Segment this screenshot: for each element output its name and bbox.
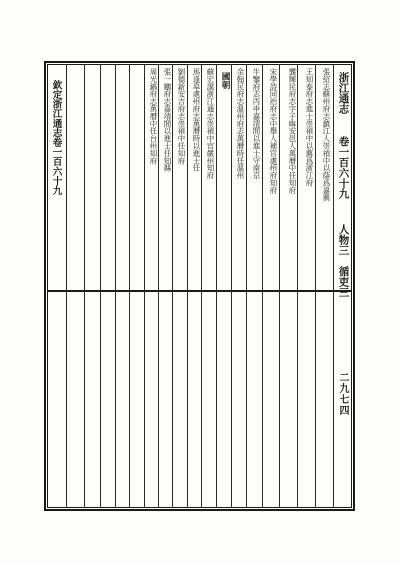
text-column: 王知泰府志進士崇禎中以薦爲浙江府 — [305, 68, 314, 187]
column-rule — [187, 64, 188, 508]
column-rule — [129, 64, 130, 508]
middle-divider — [47, 290, 352, 292]
text-column: 馬逢皋處州府志萬曆時以進士任 — [192, 68, 201, 172]
column-rule — [172, 64, 173, 508]
text-column: 張一鵬府志嘉靖間以進士任知縣 — [163, 68, 172, 172]
header-volume: 卷一百六十九 — [337, 136, 350, 199]
page-number: 二九七四 — [337, 372, 348, 416]
text-column: 周光鎬府志萬曆中任台州知府 — [149, 68, 158, 165]
text-column: 劉德新安吉府志崇禎中任知府 — [177, 68, 186, 165]
text-column: 蘇宏謨浙江通志崇禎中官嚴州知府 — [206, 68, 215, 179]
text-column: 牛鑒府志丙申嘉靖間以進士守南京 — [252, 68, 261, 179]
column-rule — [297, 64, 298, 508]
text-column: 宋學詩同治府志中舉人補官處州府知府 — [269, 68, 278, 194]
column-rule — [100, 64, 101, 508]
volume-end-title: 欽定浙江通志卷一百六十九 — [50, 80, 62, 196]
column-rule — [315, 64, 316, 508]
section-heading: 國朝 — [220, 72, 230, 90]
column-rule — [262, 64, 263, 508]
header-category: 循吏三 — [337, 266, 350, 298]
column-rule — [279, 64, 280, 508]
column-rule — [216, 64, 217, 508]
column-rule — [144, 64, 145, 508]
column-rule — [333, 64, 334, 508]
header-title: 浙江通志 — [337, 72, 350, 114]
text-column: 龔輝民府志字子晦安邑人萬曆中任知府 — [288, 68, 297, 194]
column-rule — [201, 64, 202, 508]
column-rule — [66, 64, 67, 508]
column-rule — [231, 64, 232, 508]
text-column: 張紹志蘇州府志鎮江人崇禎中以蔭爲嘉興 — [322, 68, 331, 202]
column-rule — [158, 64, 159, 508]
column-rule — [246, 64, 247, 508]
header-section: 人物三 — [337, 224, 350, 256]
column-rule — [115, 64, 116, 508]
text-column: 余翰民府志溫州府志萬曆時任溫州 — [236, 68, 245, 179]
column-rule — [84, 64, 85, 508]
